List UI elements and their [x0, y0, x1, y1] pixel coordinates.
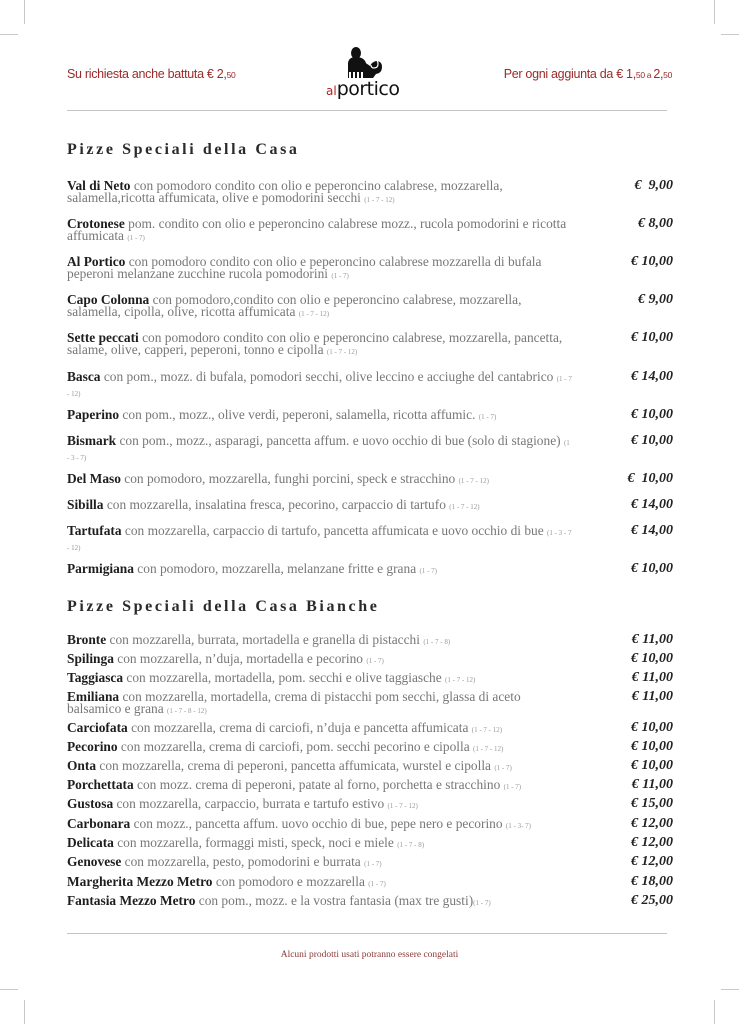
- menu-item-allergens: (1 - 7 - 8 - 12): [167, 706, 207, 715]
- menu-item-allergens: (1 - 7): [127, 233, 145, 242]
- menu-item-allergens: (1 - 7 - 12): [473, 745, 504, 753]
- menu-item-name: Taggiasca: [67, 670, 124, 685]
- menu-item: [67, 409, 673, 424]
- menu-item-price: € 9,00: [634, 178, 673, 193]
- menu-item-description: [67, 525, 572, 555]
- menu-item-name: Sibilla: [67, 497, 104, 512]
- menu-item-name: Spilinga: [67, 651, 114, 666]
- menu-item-allergens: (1 - 7): [366, 657, 384, 665]
- menu-item-price: € 14,00: [631, 497, 673, 512]
- menu-item-description: [67, 741, 572, 756]
- menu-item: [67, 779, 673, 794]
- menu-item-price: € 12,00: [631, 816, 673, 831]
- menu-item-allergens: (1 - 7 - 12): [67, 375, 572, 398]
- menu-item-description: [67, 218, 572, 245]
- menu-item-name: Parmigiana: [67, 561, 134, 576]
- menu-item-description: [67, 779, 572, 794]
- section-title-bianche: Pizze Speciali della Casa Bianche: [67, 598, 380, 615]
- menu-item: [67, 525, 673, 555]
- menu-item-allergens: (1 - 3- 7): [505, 822, 531, 830]
- menu-item: [67, 499, 673, 514]
- aggiunta-note: [504, 67, 672, 81]
- menu-item: [67, 672, 673, 687]
- menu-item-allergens: (1 - 7): [368, 880, 386, 888]
- menu-item-ingredients: con mozz. crema di peperoni, patate al forno, porchetta e stracchino: [133, 777, 504, 792]
- menu-item-name: Delicata: [67, 835, 114, 850]
- logo-wordmark: [326, 78, 399, 100]
- menu-item-description: [67, 895, 572, 910]
- menu-item-ingredients: con mozzarella, crema di peperoni, pancetta affumicata, wurstel e cipolla: [96, 758, 495, 773]
- menu-item-description: [67, 653, 572, 668]
- menu-item-ingredients: con pomodoro, mozzarella, funghi porcini, speck e stracchino: [120, 471, 459, 486]
- menu-item-name: Al Portico: [67, 254, 126, 269]
- menu-item-price: € 11,00: [631, 670, 673, 685]
- crop-mark: [721, 34, 739, 35]
- menu-item-price: € 10,00: [631, 254, 673, 269]
- menu-item: [67, 256, 673, 283]
- menu-item-allergens: (1 - 7): [503, 783, 522, 791]
- menu-item-allergens: (1 - 7): [494, 764, 512, 772]
- menu-item-description: [67, 722, 572, 737]
- menu-item-allergens: (1 - 7 - 12): [298, 309, 330, 318]
- menu-item-allergens: (1 - 7): [419, 567, 437, 575]
- menu-item-ingredients: con mozzarella, formaggi misti, speck, noci e miele: [113, 835, 398, 850]
- menu-item-name: Gustosa: [67, 796, 114, 811]
- menu-item-price: € 10,00: [631, 651, 673, 666]
- menu-item-allergens: (1 - 7 - 12): [471, 726, 503, 734]
- menu-item: [67, 818, 673, 833]
- battuta-note-cents: 50: [226, 70, 236, 80]
- menu-item-ingredients: con mozzarella, crema di carciofi, pom. secchi pecorino e cipolla: [117, 739, 474, 754]
- menu-item: [67, 653, 673, 668]
- menu-item-description: [67, 294, 572, 321]
- menu-item-ingredients: con pomodoro condito con olio e peperoncino calabrese, mozzarella, salamella,ricotta affumicata, olive e pomodorini secchi: [67, 178, 503, 205]
- menu-item-allergens: (1 - 7 - 12): [364, 195, 395, 204]
- menu-item-ingredients: con mozzarella, carpaccio di tartufo, pancetta affumicata e uovo occhio di bue: [121, 523, 548, 538]
- menu-item-description: [67, 818, 572, 833]
- menu-item-price: € 10,00: [631, 433, 673, 448]
- crop-mark: [714, 0, 715, 24]
- menu-item-allergens: (1 - 7 - 8): [397, 841, 425, 849]
- menu-item-allergens: (1 - 3 - 7 - 12): [67, 529, 572, 552]
- menu-item-name: Bronte: [67, 632, 107, 647]
- menu-item-name: Carbonara: [67, 816, 131, 831]
- aggiunta-cents-b: 50: [663, 70, 672, 80]
- menu-item: [67, 634, 673, 649]
- menu-item-name: Genovese: [67, 854, 122, 869]
- menu-item-description: [67, 499, 572, 514]
- menu-item-name: Onta: [67, 758, 97, 773]
- menu-item-description: [67, 332, 572, 359]
- menu-item-ingredients: con mozzarella, burrata, mortadella e granella di pistacchi: [106, 632, 424, 647]
- logo-word: portico: [336, 78, 400, 100]
- menu-item-ingredients: con pomodoro condito con olio e peperoncino calabrese mozzarella di bufala peperoni melanzane zucchine rucola pomodorini: [67, 254, 542, 281]
- menu-item-allergens: (1 - 7 - 12): [449, 503, 480, 511]
- menu-item: [67, 876, 673, 891]
- menu-item-name: Tartufata: [67, 523, 122, 538]
- menu-item-allergens: (1 - 3 - 7): [67, 439, 570, 462]
- battuta-note-text: Su richiesta anche battuta € 2,: [67, 67, 227, 81]
- menu-item-price: € 14,00: [631, 523, 673, 538]
- menu-item-name: Carciofata: [67, 720, 128, 735]
- menu-item-ingredients: con mozzarella, n’duja, mortadella e pecorino: [113, 651, 367, 666]
- menu-item: [67, 760, 673, 775]
- crop-mark: [714, 1000, 715, 1024]
- crop-mark: [0, 989, 18, 990]
- menu-item-name: Margherita Mezzo Metro: [67, 874, 213, 889]
- menu-item-name: Paperino: [67, 407, 120, 422]
- menu-item-allergens: (1 - 7 - 12): [387, 802, 418, 810]
- menu-item-ingredients: con mozzarella, insalatina fresca, pecorino, carpaccio di tartufo: [103, 497, 450, 512]
- menu-item-price: € 10,00: [631, 561, 673, 576]
- menu-item-ingredients: con mozzarella, mortadella, pom. secchi e olive taggiasche: [123, 670, 446, 685]
- menu-item-description: [67, 634, 572, 649]
- aggiunta-mid: a: [644, 70, 654, 80]
- menu-item-ingredients: con mozzarella, crema di carciofi, n’duja e pancetta affumicata: [127, 720, 472, 735]
- menu-item-price: € 12,00: [631, 835, 673, 850]
- menu-item-price: € 10,00: [631, 720, 673, 735]
- menu-item: [67, 473, 673, 488]
- menu-item-price: € 11,00: [631, 777, 673, 792]
- menu-item: [67, 837, 673, 852]
- menu-item: [67, 895, 673, 910]
- menu-item: [67, 218, 673, 245]
- menu-item-name: Basca: [67, 369, 101, 384]
- crop-mark: [0, 34, 18, 35]
- menu-item-ingredients: con mozz., pancetta affum. uovo occhio di bue, pepe nero e pecorino: [130, 816, 506, 831]
- menu-item: [67, 798, 673, 813]
- menu-item: [67, 332, 673, 359]
- menu-item-description: [67, 856, 572, 871]
- menu-item: [67, 563, 673, 578]
- menu-item-allergens: (1 - 7): [473, 899, 491, 907]
- menu-item: [67, 435, 673, 465]
- footer-divider: [67, 933, 667, 934]
- aggiunta-note-text: Per ogni aggiunta da € 1,: [503, 67, 636, 81]
- menu-item-name: Crotonese: [67, 216, 125, 231]
- menu-item-allergens: (1 - 7 - 12): [458, 477, 489, 485]
- menu-item-description: [67, 180, 572, 207]
- menu-item-description: [67, 563, 572, 578]
- menu-item-allergens: (1 - 7): [478, 413, 497, 421]
- menu-item: [67, 722, 673, 737]
- header-divider: [67, 110, 667, 111]
- menu-item-price: € 12,00: [631, 854, 673, 869]
- menu-item: [67, 180, 673, 207]
- menu-item-price: € 10,00: [631, 330, 673, 345]
- menu-item-description: [67, 409, 572, 424]
- menu-item-ingredients: con pomodoro, mozzarella, melanzane fritte e grana: [133, 561, 420, 576]
- menu-item: [67, 371, 673, 401]
- aggiunta-cents-a: 50: [635, 70, 645, 80]
- menu-item-description: [67, 691, 572, 718]
- menu-item: [67, 294, 673, 321]
- menu-item-ingredients: pom. condito con olio e peperoncino calabrese mozz., rucola pomodorini e ricotta affumicata: [67, 216, 567, 243]
- menu-item-price: € 25,00: [631, 893, 673, 908]
- aggiunta-text-b: 2,: [653, 67, 664, 81]
- menu-item-description: [67, 760, 572, 775]
- menu-item-allergens: (1 - 7 - 12): [326, 347, 358, 356]
- menu-item-ingredients: con pom., mozz., asparagi, pancetta affum. e uovo occhio di bue (solo di stagione): [116, 433, 564, 448]
- crop-mark: [24, 0, 25, 24]
- menu-item-name: Pecorino: [67, 739, 118, 754]
- menu-item-name: Porchettata: [67, 777, 134, 792]
- crop-mark: [721, 989, 739, 990]
- menu-item-price: € 10,00: [631, 739, 673, 754]
- menu-item-ingredients: con pom., mozz., olive verdi, peperoni, salamella, ricotta affumic.: [119, 407, 479, 422]
- menu-item-ingredients: con pomodoro e mozzarella: [212, 874, 369, 889]
- menu-item-description: [67, 876, 572, 891]
- menu-item-price: € 15,00: [631, 796, 673, 811]
- menu-item-price: € 11,00: [631, 632, 673, 647]
- menu-item-allergens: (1 - 7 - 8): [423, 638, 451, 646]
- menu-item-allergens: (1 - 7 - 12): [445, 676, 476, 684]
- menu-item-name: Bismark: [67, 433, 117, 448]
- menu-item-description: [67, 371, 572, 401]
- menu-item-ingredients: con mozzarella, mortadella, crema di pistacchi pom secchi, glassa di aceto balsamico e grana: [67, 689, 521, 716]
- menu-item-price: € 9,00: [638, 292, 673, 307]
- menu-item-price: € 10,00: [631, 407, 673, 422]
- menu-item-price: € 14,00: [631, 369, 673, 384]
- menu-item-price: € 8,00: [638, 216, 673, 231]
- menu-item-name: Val di Neto: [67, 178, 131, 193]
- menu-item-price: € 10,00: [627, 471, 673, 486]
- menu-item-ingredients: con pomodoro condito con olio e peperoncino calabrese, mozzarella, pancetta, salame, olive, capperi, peperoni, tonno e cipolla: [67, 330, 563, 357]
- battuta-note: [67, 67, 235, 81]
- menu-item-price: € 10,00: [631, 758, 673, 773]
- menu-item-price: € 11,00: [631, 689, 673, 704]
- menu-item-name: Del Maso: [67, 471, 121, 486]
- menu-item-ingredients: con pom., mozz. di bufala, pomodori secchi, olive leccino e acciughe del cantabrico: [100, 369, 557, 384]
- menu-item-description: [67, 256, 572, 283]
- menu-item-name: Fantasia Mezzo Metro: [67, 893, 196, 908]
- menu-item-name: Capo Colonna: [67, 292, 150, 307]
- logo: [326, 44, 412, 104]
- menu-item-description: [67, 798, 572, 813]
- section-title-speciali: Pizze Speciali della Casa: [67, 141, 300, 158]
- menu-item-price: € 18,00: [631, 874, 673, 889]
- menu-item-ingredients: con mozzarella, carpaccio, burrata e tartufo estivo: [113, 796, 388, 811]
- menu-item-ingredients: con mozzarella, pesto, pomodorini e burrata: [121, 854, 365, 869]
- menu-item-description: [67, 435, 572, 465]
- menu-item-description: [67, 473, 572, 488]
- menu-item: [67, 856, 673, 871]
- frozen-products-note: Alcuni prodotti usati potranno essere congelati: [280, 950, 459, 960]
- menu-item-allergens: (1 - 7): [364, 860, 382, 868]
- menu-item: [67, 691, 673, 718]
- logo-prefix: al: [326, 84, 337, 98]
- menu-item-description: [67, 672, 572, 687]
- crop-mark: [24, 1000, 25, 1024]
- menu-item-ingredients: con pomodoro,condito con olio e peperoncino calabrese, mozzarella, salamella, cipolla, olive, ricotta affumicata: [67, 292, 522, 319]
- menu-item-name: Emiliana: [67, 689, 120, 704]
- menu-item-name: Sette peccati: [67, 330, 139, 345]
- menu-item-ingredients: con pom., mozz. e la vostra fantasia (max tre gusti): [195, 893, 474, 908]
- menu-item-allergens: (1 - 7): [331, 271, 349, 280]
- menu-item-description: [67, 837, 572, 852]
- menu-item: [67, 741, 673, 756]
